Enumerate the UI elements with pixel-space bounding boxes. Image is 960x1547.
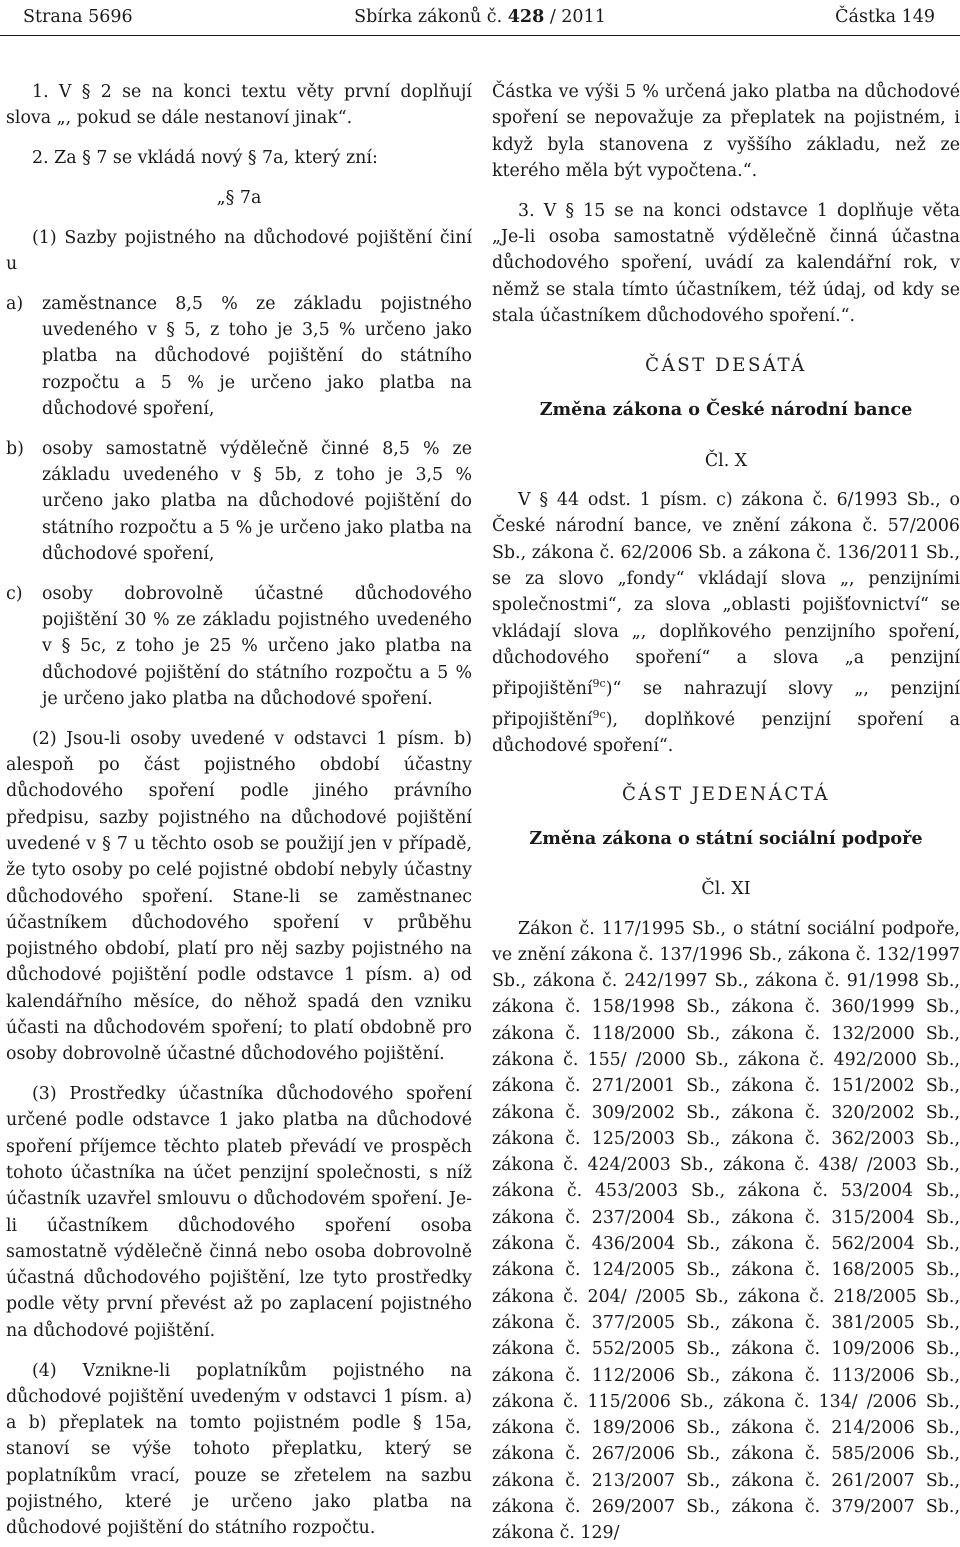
article-eleven-text: Zákon č. 117/1995 Sb., o státní sociální podpoře, ve znění zákona č. 137/1996 Sb., zákona č. 132/1997 Sb., zákona č. 242/1997 Sb., zákona č. 91/1998 Sb., zákona č. 158/1998 Sb., zákona č. 360/1999 Sb., zákona č. 118/2000 Sb., zákona č. 132/2000 Sb., zákona č. 155/ /2000 Sb., zákona č. 492/2000 Sb., zákona č. 271/2001 Sb., zákona č. 151/2002 Sb., zákona č. 309/2002 Sb., zákona č. 320/2002 Sb., zákona č. 125/2003 Sb., zákona č. 362/2003 Sb., zákona č. 424/2003 Sb., zákona č. 438/ /2003 Sb., zákona č. 453/2003 Sb., zákona č. 53/2004 Sb., zákona č. 237/2004 Sb., zákona č. 315/2004 Sb., zákona č. 436/2004 Sb., zákona č. 562/2004 Sb., zákona č. 124/2005 Sb., zákona č. 168/2005 Sb., zákona č. 204/ /2005 Sb., zákona č. 218/2005 Sb., zákona č. 377/2005 Sb., zákona č. 381/2005 Sb., zákona č. 552/2005 Sb., zákona č. 109/2006 Sb., zákona č. 112/2006 Sb., zákona č. 113/2006 Sb., zákona č. 115/2006 Sb., zákona č. 134/ /2006 Sb., zákona č. 189/2006 Sb., zákona č. 214/2006 Sb., zákona č. 267/2006 Sb., zákona č. 585/2006 Sb., zákona č. 213/2007 Sb., zákona č. 261/2007 Sb., zákona č. 269/2007 Sb., zákona č. 379/2007 Sb., zákona č. 129/: [492, 918, 960, 1544]
paragraph-3: (3) Prostředky účastníka důchodového spoření určené podle odstavce 1 jako platba na důchodové spoření příjemce těchto plateb převádí ve prospěch tohoto účastníka na účet penzijní společnosti, s níž účastník uzavřel smlouvu o důchodovém spoření. Je-li účastníkem důchodového spoření osoba samostatně výdělečně činná nebo osoba dobrovolně účastná důchodového pojištění, lze tyto prostředky podle věty první převést až po zaplacení pojistného na důchodové pojištění.: [6, 1084, 472, 1341]
article-ten-text: [492, 487, 960, 760]
paragraph-4: (4) Vznikne-li poplatníkům pojistného na důchodové pojištění uvedeným v odstavci 1 písm. a) a b) přeplatek na tomto pojistném podle § 15a, stanoví se výše tohoto přeplatku, který se poplatníkům vrací, pouze se zřetelem na sazbu pojistného, které je určeno jako platba na důchodové pojištění do státního rozpočtu.: [6, 1360, 472, 1539]
article-ten-text-a: V § 44 odst. 1 písm. c) zákona č. 6/1993 Sb., o České národní bance, ve znění zákona č. 57/2006 Sb., zákona č. 62/2006 Sb. a zákona č. 136/2011 Sb., se za slovo „fondy“ vkládají slova „, penzijními společnostmi“, za slova „oblasti pojišťovnictví“ se vkládají slova „, doplňkového penzijního spoření, důchodového spoření“ a slova „a penzijní připojištění: [492, 490, 960, 699]
list-item-label: c): [6, 583, 23, 604]
part-ten-subtitle: Změna zákona o České národní bance: [539, 399, 913, 421]
left-column: [6, 79, 472, 1542]
amendment-point-2: 2. Za § 7 se vkládá nový § 7a, který zní:: [32, 148, 378, 169]
list-item-b: [6, 436, 472, 567]
collection-number: 428: [507, 7, 545, 27]
list-item-text: osoby dobrovolně účastné důchodového pojištění 30 % ze základu pojistného uvedeného v § 5c, z toho je 25 % určeno jako platba na důchodové pojištění do státního rozpočtu a 5 % je určeno jako platba na důchodové spoření.: [42, 583, 472, 709]
page-number: Strana 5696: [23, 7, 133, 27]
part-eleven-title: ČÁST JEDENÁCTÁ: [621, 783, 831, 805]
right-column: [492, 79, 960, 1547]
article-ten-title: Čl. X: [704, 450, 748, 471]
article-ten-text-c: ), doplňkové penzijní spoření a důchodové spoření“.: [492, 710, 960, 757]
collection-title: [0, 0, 960, 34]
page-header: [0, 0, 960, 34]
article-ten-text-b: )“ se nahrazují slovy „, penzijní připojištění: [492, 678, 960, 731]
amendment-point-1: 1. V § 2 se na konci textu věty první doplňují slova „, pokud se dále nestanoví jinak“.: [6, 82, 472, 129]
paragraph-2: (2) Jsou-li osoby uvedené v odstavci 1 písm. b) alespoň po část pojistného období účastny důchodového spoření podle jiného právního předpisu, sazby pojistného na důchodové pojištění uvedené v § 7 u těchto osob se použijí jen v případě, že tyto osoby po celé pojistné období nebyly účastny důchodového spoření. Stane-li se zaměstnanec účastníkem důchodového spoření v průběhu pojistného období, platí pro něj sazby pojistného na důchodové pojištění podle odstavce 1 písm. a) od kalendářního měsíce, do něhož spadá den vzniku účasti na důchodovém spoření; to platí obdobně pro osoby dobrovolně účastné důchodového pojištění.: [6, 728, 472, 1065]
collection-year: / 2011: [549, 7, 606, 27]
list-item-text: zaměstnance 8,5 % ze základu pojistného uvedeného v § 5, z toho je 3,5 % určeno jako platba na důchodové pojištění do státního rozpočtu a 5 % je určeno jako platba na důchodové spoření,: [42, 293, 472, 419]
section-heading: „§ 7a: [216, 187, 262, 208]
list-item-label: b): [6, 438, 24, 459]
issue-number: Částka 149: [835, 7, 935, 27]
footnote-ref: 9c: [592, 677, 606, 691]
footnote-ref: 9c: [592, 708, 606, 722]
part-ten-title: ČÁST DESÁTÁ: [645, 355, 807, 377]
list-item-c: [6, 581, 472, 712]
paragraph-4-continuation: Částka ve výši 5 % určená jako platba na důchodové spoření se nepovažuje za přeplatek na pojistném, i když byla stanovena z vyššího základu, než ze kterého měla být vypočtena.“.: [492, 82, 960, 181]
article-eleven-title: Čl. XI: [701, 879, 751, 900]
part-eleven-subtitle: Změna zákona o státní sociální podpoře: [529, 827, 923, 849]
list-item-text: osoby samostatně výdělečně činné 8,5 % ze základu uvedeného v § 5b, z toho je 3,5 % určeno jako platba na důchodové pojištění do státního rozpočtu a 5 % je určeno jako platba na důchodové spoření,: [42, 438, 472, 564]
paragraph-1-intro: (1) Sazby pojistného na důchodové pojištění činí u: [6, 227, 472, 274]
header-rule: [0, 35, 960, 36]
list-item-label: a): [6, 293, 24, 314]
list-item-a: [6, 291, 472, 422]
amendment-point-3: 3. V § 15 se na konci odstavce 1 doplňuje věta „Je-li osoba samostatně výdělečně činná účastna důchodového spoření, uvádí za kalendářní rok, v němž se stala tímto účastníkem, též údaj, od kdy se stala účastníkem důchodového spoření.“.: [492, 200, 960, 326]
collection-prefix: Sbírka zákonů č.: [354, 7, 503, 27]
